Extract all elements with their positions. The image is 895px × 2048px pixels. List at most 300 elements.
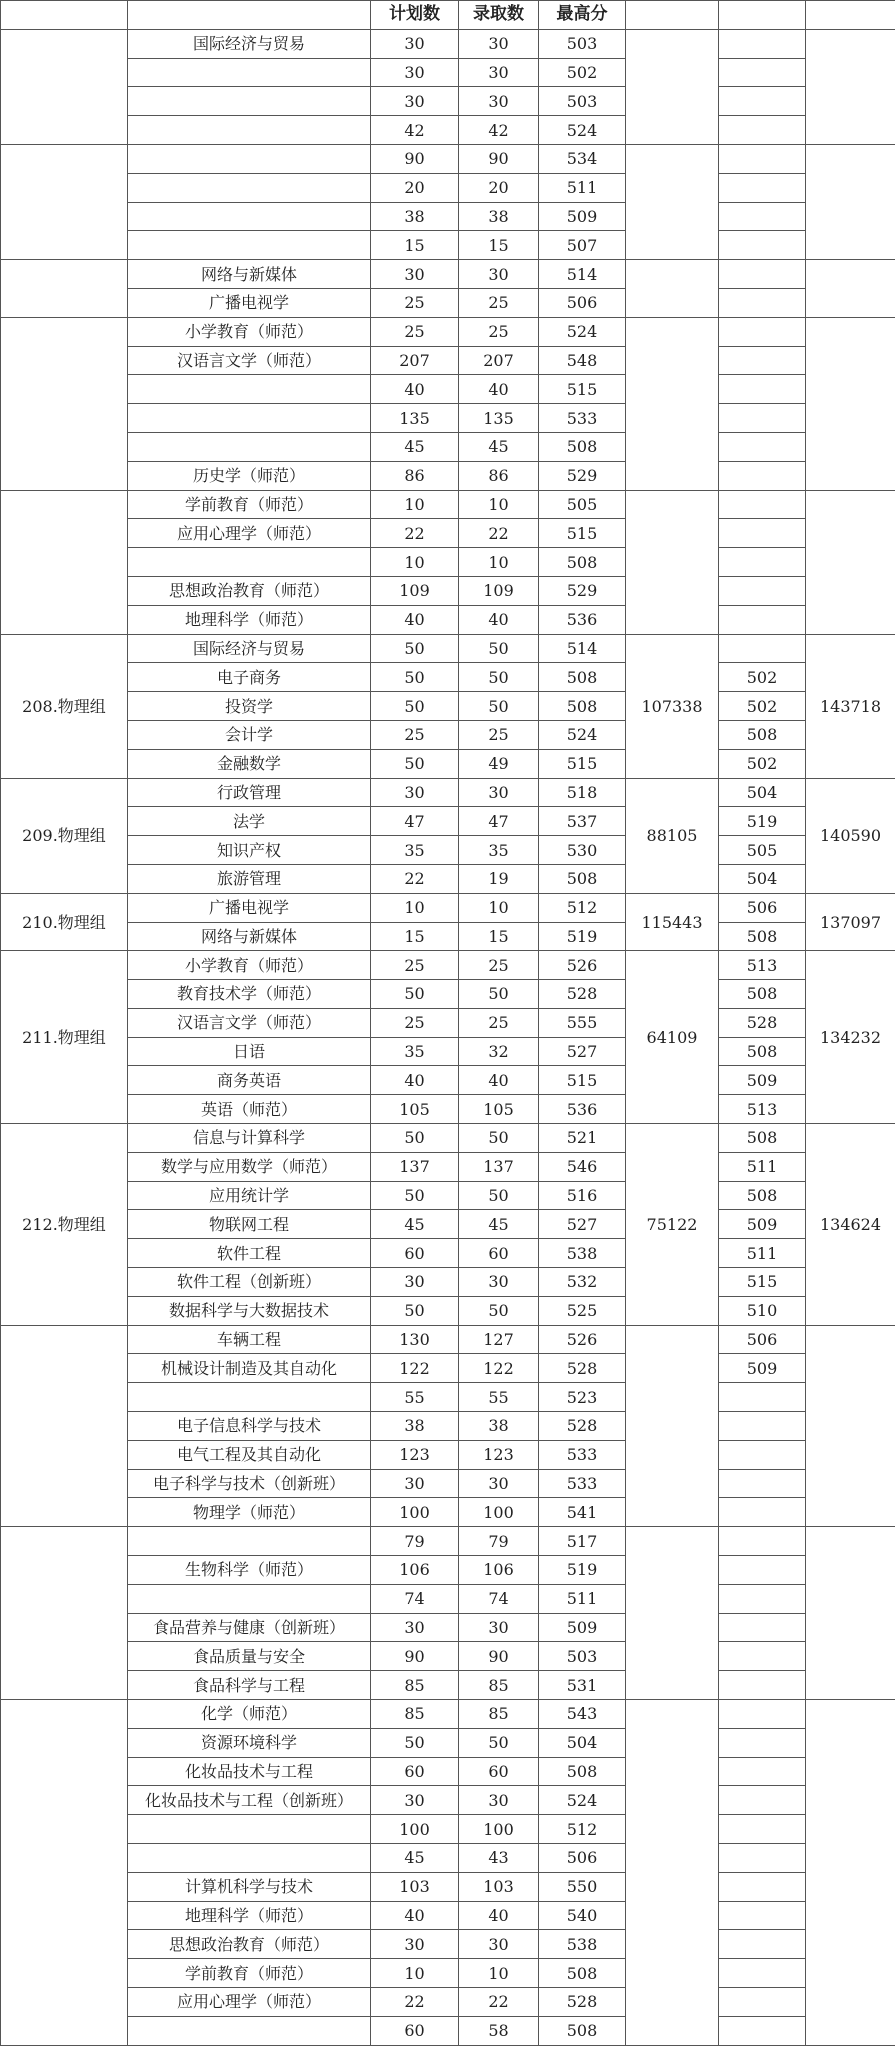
min-score-cell: 515 [719,1268,806,1297]
group-cell [1,1527,128,1700]
admit-cell: 22 [459,519,539,548]
admit-cell: 50 [459,1181,539,1210]
admit-cell: 109 [459,576,539,605]
major-cell: 电气工程及其自动化 [128,1440,371,1469]
admit-cell: 40 [459,1901,539,1930]
table-row [1,1728,895,1757]
table-row [1,317,895,346]
table-row [1,1268,895,1297]
min-score-cell: 502 [719,692,806,721]
major-cell: 学前教育（师范） [128,490,371,519]
major-cell: 小学教育（师范） [128,951,371,980]
header-major [128,1,371,30]
plan-cell: 25 [371,1008,459,1037]
major-cell: 物联网工程 [128,1210,371,1239]
admit-cell: 207 [459,346,539,375]
table-row [1,1959,895,1988]
max-score-cell: 528 [539,980,626,1009]
major-cell: 历史学（师范） [128,461,371,490]
min-score-cell [719,87,806,116]
rank-cell [626,317,719,490]
table-row [1,720,895,749]
group-cell: 211.物理组 [1,951,128,1124]
major-cell: 食品质量与安全 [128,1642,371,1671]
admit-cell: 45 [459,432,539,461]
admit-cell: 103 [459,1872,539,1901]
plan-cell: 50 [371,1181,459,1210]
min-score-cell [719,1786,806,1815]
rank-cell [626,144,719,259]
admit-cell: 19 [459,864,539,893]
plan-cell: 50 [371,634,459,663]
table-row [1,922,895,951]
table-row [1,1930,895,1959]
rank-cell: 75122 [626,1124,719,1326]
major-cell [128,1844,371,1873]
admit-cell: 30 [459,1930,539,1959]
major-cell: 食品营养与健康（创新班） [128,1613,371,1642]
max-score-cell: 546 [539,1152,626,1181]
min-score-cell [719,1700,806,1729]
min-score-cell [719,317,806,346]
min-score-cell [719,1901,806,1930]
max-score-cell: 515 [539,1066,626,1095]
min-score-cell [719,1987,806,2016]
plan-cell: 15 [371,231,459,260]
max-score-cell: 515 [539,519,626,548]
admit-cell: 42 [459,116,539,145]
plan-cell: 90 [371,1642,459,1671]
min-score-cell: 508 [719,1124,806,1153]
rank-cell [626,29,719,144]
max-score-cell: 515 [539,749,626,778]
major-cell: 小学教育（师范） [128,317,371,346]
rank-cell: 107338 [626,634,719,778]
min-score-cell: 510 [719,1296,806,1325]
major-cell [128,548,371,577]
major-cell: 电子信息科学与技术 [128,1412,371,1441]
plan-cell: 100 [371,1498,459,1527]
major-cell: 广播电视学 [128,893,371,922]
max-score-cell: 538 [539,1239,626,1268]
rank-cell: 140590 [806,778,895,893]
table-row [1,807,895,836]
table-row [1,144,895,173]
plan-cell: 123 [371,1440,459,1469]
header-rank1 [626,1,719,30]
min-score-cell: 508 [719,1037,806,1066]
min-score-cell [719,1584,806,1613]
rank-cell [806,144,895,259]
admit-cell: 90 [459,144,539,173]
plan-cell: 30 [371,29,459,58]
table-row [1,1872,895,1901]
admit-cell: 30 [459,29,539,58]
plan-cell: 79 [371,1527,459,1556]
admit-cell: 122 [459,1354,539,1383]
max-score-cell: 531 [539,1671,626,1700]
min-score-cell [719,490,806,519]
major-cell: 应用心理学（师范） [128,519,371,548]
major-cell: 行政管理 [128,778,371,807]
rank-cell [806,260,895,318]
plan-cell: 38 [371,1412,459,1441]
admit-cell: 60 [459,1757,539,1786]
min-score-cell [719,548,806,577]
table-row [1,375,895,404]
table-row [1,1671,895,1700]
major-cell: 思想政治教育（师范） [128,1930,371,1959]
plan-cell: 30 [371,87,459,116]
min-score-cell: 508 [719,1181,806,1210]
admit-cell: 30 [459,1268,539,1297]
plan-cell: 130 [371,1325,459,1354]
rank-cell [806,317,895,490]
plan-cell: 35 [371,836,459,865]
max-score-cell: 528 [539,1987,626,2016]
major-cell [128,375,371,404]
min-score-cell [719,1469,806,1498]
max-score-cell: 525 [539,1296,626,1325]
max-score-cell: 530 [539,836,626,865]
max-score-cell: 517 [539,1527,626,1556]
max-score-cell: 524 [539,1786,626,1815]
max-score-cell: 515 [539,375,626,404]
major-cell [128,432,371,461]
table-row [1,1556,895,1585]
major-cell [128,1584,371,1613]
min-score-cell [719,173,806,202]
group-cell [1,29,128,144]
max-score-cell: 508 [539,663,626,692]
rank-cell: 143718 [806,634,895,778]
plan-cell: 50 [371,1296,459,1325]
plan-cell: 30 [371,1268,459,1297]
max-score-cell: 524 [539,317,626,346]
admit-cell: 85 [459,1700,539,1729]
table-row [1,778,895,807]
max-score-cell: 541 [539,1498,626,1527]
min-score-cell [719,1498,806,1527]
table-row [1,1584,895,1613]
group-cell: 208.物理组 [1,634,128,778]
max-score-cell: 555 [539,1008,626,1037]
plan-cell: 30 [371,58,459,87]
plan-cell: 10 [371,490,459,519]
major-cell: 旅游管理 [128,864,371,893]
max-score-cell: 505 [539,490,626,519]
major-cell [128,2016,371,2045]
max-score-cell: 514 [539,260,626,289]
major-cell: 英语（师范） [128,1095,371,1124]
rank-cell [626,1325,719,1527]
max-score-cell: 521 [539,1124,626,1153]
major-cell: 电子科学与技术（创新班） [128,1469,371,1498]
major-cell [128,1815,371,1844]
table-row [1,1210,895,1239]
max-score-cell: 503 [539,29,626,58]
min-score-cell: 506 [719,1325,806,1354]
min-score-cell [719,1440,806,1469]
min-score-cell [719,1959,806,1988]
admit-cell: 90 [459,1642,539,1671]
admit-cell: 25 [459,1008,539,1037]
table-row [1,692,895,721]
min-score-cell [719,202,806,231]
major-cell: 网络与新媒体 [128,922,371,951]
table-row [1,836,895,865]
table-row [1,461,895,490]
admit-cell: 50 [459,980,539,1009]
plan-cell: 100 [371,1815,459,1844]
max-score-cell: 524 [539,116,626,145]
admit-cell: 43 [459,1844,539,1873]
table-row [1,1152,895,1181]
admit-cell: 123 [459,1440,539,1469]
max-score-cell: 532 [539,1268,626,1297]
major-cell: 国际经济与贸易 [128,29,371,58]
max-score-cell: 514 [539,634,626,663]
admit-cell: 47 [459,807,539,836]
major-cell: 地理科学（师范） [128,1901,371,1930]
admit-cell: 127 [459,1325,539,1354]
admit-cell: 40 [459,1066,539,1095]
min-score-cell [719,231,806,260]
admit-cell: 30 [459,1613,539,1642]
plan-cell: 22 [371,1987,459,2016]
min-score-cell [719,346,806,375]
min-score-cell: 502 [719,663,806,692]
admit-cell: 25 [459,288,539,317]
major-cell: 教育技术学（师范） [128,980,371,1009]
min-score-cell [719,634,806,663]
plan-cell: 40 [371,375,459,404]
major-cell: 数据科学与大数据技术 [128,1296,371,1325]
plan-cell: 30 [371,778,459,807]
table-row [1,576,895,605]
min-score-cell [719,29,806,58]
plan-cell: 50 [371,692,459,721]
rank-cell: 64109 [626,951,719,1124]
admit-cell: 79 [459,1527,539,1556]
table-row [1,1815,895,1844]
max-score-cell: 503 [539,1642,626,1671]
plan-cell: 22 [371,864,459,893]
admit-cell: 58 [459,2016,539,2045]
min-score-cell: 509 [719,1210,806,1239]
min-score-cell [719,1642,806,1671]
table-row [1,663,895,692]
table-row [1,1354,895,1383]
plan-cell: 103 [371,1872,459,1901]
admit-cell: 55 [459,1383,539,1412]
max-score-cell: 524 [539,720,626,749]
plan-cell: 38 [371,202,459,231]
table-row [1,173,895,202]
max-score-cell: 508 [539,864,626,893]
major-cell: 软件工程（创新班） [128,1268,371,1297]
rank-cell [806,490,895,634]
plan-cell: 22 [371,519,459,548]
table-row [1,548,895,577]
max-score-cell: 509 [539,1613,626,1642]
admit-cell: 50 [459,634,539,663]
group-cell [1,317,128,490]
table-row [1,1498,895,1527]
admit-cell: 50 [459,692,539,721]
plan-cell: 15 [371,922,459,951]
plan-cell: 50 [371,980,459,1009]
table-row [1,1412,895,1441]
admit-cell: 105 [459,1095,539,1124]
admit-cell: 20 [459,173,539,202]
table-row [1,346,895,375]
max-score-cell: 511 [539,173,626,202]
table-row [1,1527,895,1556]
max-score-cell: 508 [539,432,626,461]
major-cell: 软件工程 [128,1239,371,1268]
group-cell [1,144,128,259]
major-cell [128,231,371,260]
min-score-cell: 513 [719,1095,806,1124]
rank-cell [626,260,719,318]
plan-cell: 40 [371,1066,459,1095]
admit-cell: 137 [459,1152,539,1181]
min-score-cell [719,288,806,317]
header-plan: 计划数 [371,1,459,30]
min-score-cell [719,1412,806,1441]
max-score-cell: 540 [539,1901,626,1930]
admit-cell: 135 [459,404,539,433]
max-score-cell: 504 [539,1728,626,1757]
max-score-cell: 506 [539,1844,626,1873]
admit-cell: 85 [459,1671,539,1700]
major-cell: 法学 [128,807,371,836]
max-score-cell: 519 [539,1556,626,1585]
plan-cell: 10 [371,893,459,922]
table-row [1,87,895,116]
min-score-cell [719,1728,806,1757]
rank-cell: 88105 [626,778,719,893]
min-score-cell [719,461,806,490]
max-score-cell: 533 [539,1440,626,1469]
admit-cell: 10 [459,548,539,577]
max-score-cell: 508 [539,1959,626,1988]
admit-cell: 30 [459,260,539,289]
min-score-cell [719,2016,806,2045]
admit-cell: 100 [459,1815,539,1844]
major-cell [128,58,371,87]
max-score-cell: 536 [539,1095,626,1124]
major-cell: 应用心理学（师范） [128,1987,371,2016]
table-row [1,404,895,433]
major-cell [128,1383,371,1412]
major-cell: 数学与应用数学（师范） [128,1152,371,1181]
major-cell [128,173,371,202]
major-cell [128,144,371,173]
table-row [1,116,895,145]
header-max: 最高分 [539,1,626,30]
major-cell: 应用统计学 [128,1181,371,1210]
min-score-cell [719,58,806,87]
table-row [1,893,895,922]
table-row [1,260,895,289]
major-cell: 机械设计制造及其自动化 [128,1354,371,1383]
plan-cell: 30 [371,260,459,289]
table-row [1,1757,895,1786]
major-cell [128,87,371,116]
major-cell: 化妆品技术与工程 [128,1757,371,1786]
admit-cell: 30 [459,87,539,116]
table-row [1,1786,895,1815]
plan-cell: 30 [371,1930,459,1959]
table-row [1,1325,895,1354]
min-score-cell [719,1527,806,1556]
rank-cell [626,1527,719,1700]
table-row [1,519,895,548]
table-row [1,1037,895,1066]
max-score-cell: 533 [539,404,626,433]
major-cell: 物理学（师范） [128,1498,371,1527]
min-score-cell: 504 [719,864,806,893]
header-row [1,1,895,30]
max-score-cell: 534 [539,144,626,173]
table-row [1,1613,895,1642]
min-score-cell [719,519,806,548]
major-cell: 资源环境科学 [128,1728,371,1757]
min-score-cell [719,375,806,404]
group-cell [1,1325,128,1527]
table-row [1,1901,895,1930]
rank-cell: 134232 [806,951,895,1124]
min-score-cell [719,116,806,145]
admit-cell: 25 [459,720,539,749]
plan-cell: 45 [371,1210,459,1239]
major-cell: 日语 [128,1037,371,1066]
min-score-cell: 504 [719,778,806,807]
major-cell [128,202,371,231]
table-row [1,1642,895,1671]
plan-cell: 30 [371,1786,459,1815]
table-row [1,1700,895,1729]
major-cell: 化学（师范） [128,1700,371,1729]
min-score-cell [719,1556,806,1585]
group-cell: 212.物理组 [1,1124,128,1326]
admit-cell: 38 [459,1412,539,1441]
admit-cell: 25 [459,317,539,346]
plan-cell: 45 [371,432,459,461]
plan-cell: 10 [371,1959,459,1988]
table-row [1,1440,895,1469]
major-cell: 汉语言文学（师范） [128,346,371,375]
min-score-cell [719,404,806,433]
plan-cell: 25 [371,317,459,346]
max-score-cell: 519 [539,922,626,951]
admit-cell: 60 [459,1239,539,1268]
major-cell: 计算机科学与技术 [128,1872,371,1901]
max-score-cell: 550 [539,1872,626,1901]
max-score-cell: 512 [539,1815,626,1844]
major-cell: 商务英语 [128,1066,371,1095]
admit-cell: 38 [459,202,539,231]
plan-cell: 25 [371,288,459,317]
min-score-cell [719,605,806,634]
plan-cell: 35 [371,1037,459,1066]
admit-cell: 50 [459,1124,539,1153]
admit-cell: 49 [459,749,539,778]
max-score-cell: 529 [539,461,626,490]
plan-cell: 50 [371,1124,459,1153]
